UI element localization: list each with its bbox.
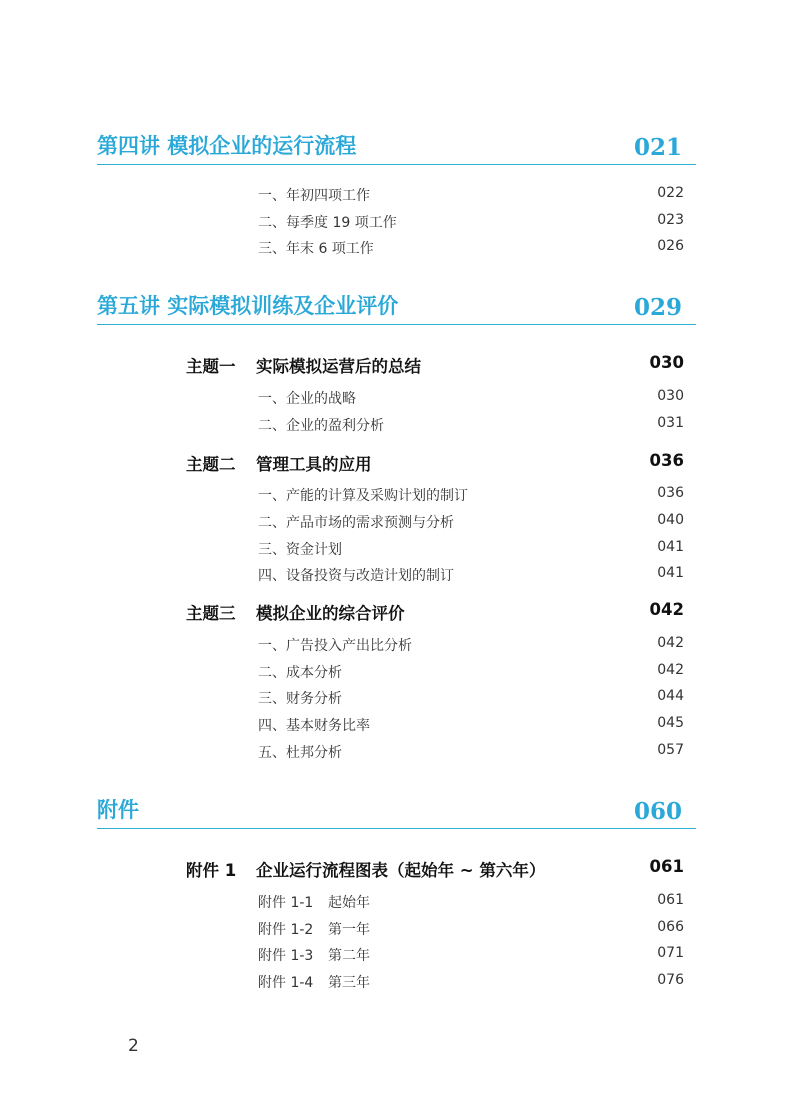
topic-page: 036 — [649, 451, 684, 470]
topic-heading[interactable] — [186, 599, 684, 625]
entry-page: 031 — [657, 415, 684, 431]
chapter-page: 021 — [633, 134, 682, 161]
toc-entry[interactable] — [258, 713, 684, 735]
entry-title: 第一年 — [328, 922, 370, 938]
toc-entry[interactable] — [258, 660, 684, 682]
entry-page: 044 — [657, 688, 684, 704]
entry-page: 030 — [657, 388, 684, 404]
chapter-heading[interactable] — [97, 128, 696, 165]
entry-page: 023 — [657, 212, 684, 228]
entry-page: 040 — [657, 512, 684, 528]
toc-entry[interactable] — [258, 510, 684, 532]
topic-title: 管理工具的应用 — [256, 455, 372, 474]
entry-label: 附件 1-3 — [258, 948, 314, 964]
entry-page: 045 — [657, 715, 684, 731]
entry-label: 附件 1-2 — [258, 922, 314, 938]
entry-title: 四、基本财务比率 — [258, 718, 370, 734]
chapter-title: 附件 — [97, 797, 139, 822]
entry-title: 起始年 — [328, 895, 370, 911]
entry-title: 一、年初四项工作 — [258, 188, 370, 204]
toc-entry[interactable] — [258, 943, 684, 965]
toc-entry[interactable] — [258, 917, 684, 939]
entry-page: 066 — [657, 919, 684, 935]
toc-entry[interactable] — [258, 563, 684, 585]
entry-page: 057 — [657, 742, 684, 758]
toc-entry[interactable] — [258, 483, 684, 505]
entry-title: 第二年 — [328, 948, 370, 964]
toc-entry[interactable] — [258, 740, 684, 762]
entry-title: 五、杜邦分析 — [258, 745, 342, 761]
toc-entry[interactable] — [258, 413, 684, 435]
entry-page: 042 — [657, 662, 684, 678]
toc-entry[interactable] — [258, 633, 684, 655]
toc-entry[interactable] — [258, 686, 684, 708]
entry-page: 036 — [657, 485, 684, 501]
chapter-page: 029 — [633, 294, 682, 321]
entry-title: 二、产品市场的需求预测与分析 — [258, 515, 454, 531]
entry-page: 042 — [657, 635, 684, 651]
topic-page: 061 — [649, 857, 684, 876]
entry-page: 041 — [657, 565, 684, 581]
entry-title: 二、企业的盈利分析 — [258, 418, 384, 434]
topic-label: 主题三 — [186, 604, 236, 623]
entry-title: 三、资金计划 — [258, 542, 342, 558]
toc-entry[interactable] — [258, 890, 684, 912]
topic-page: 042 — [649, 600, 684, 619]
entry-title: 二、成本分析 — [258, 665, 342, 681]
topic-title: 实际模拟运营后的总结 — [256, 357, 421, 376]
page-number: 2 — [128, 1036, 139, 1056]
topic-heading[interactable] — [186, 856, 684, 882]
topic-title: 企业运行流程图表（起始年 ~ 第六年） — [256, 861, 546, 880]
entry-title: 一、企业的战略 — [258, 391, 356, 407]
entry-title: 四、设备投资与改造计划的制订 — [258, 568, 454, 584]
entry-title: 三、财务分析 — [258, 691, 342, 707]
entry-page: 041 — [657, 539, 684, 555]
entry-label: 附件 1-1 — [258, 895, 314, 911]
topic-heading[interactable] — [186, 450, 684, 476]
entry-page: 022 — [657, 185, 684, 201]
entry-title: 一、产能的计算及采购计划的制订 — [258, 488, 468, 504]
topic-heading[interactable] — [186, 352, 684, 378]
entry-title: 三、年末 6 项工作 — [258, 241, 374, 257]
topic-title: 模拟企业的综合评价 — [256, 604, 405, 623]
toc-entry[interactable] — [258, 537, 684, 559]
topic-page: 030 — [649, 353, 684, 372]
chapter-heading[interactable] — [97, 288, 696, 325]
toc-entry[interactable] — [258, 386, 684, 408]
entry-title: 二、每季度 19 项工作 — [258, 215, 397, 231]
chapter-title: 第四讲 模拟企业的运行流程 — [97, 133, 357, 158]
entry-page: 026 — [657, 238, 684, 254]
toc-entry[interactable] — [258, 236, 684, 258]
entry-page: 071 — [657, 945, 684, 961]
topic-label: 主题二 — [186, 455, 236, 474]
toc-entry[interactable] — [258, 183, 684, 205]
chapter-heading[interactable] — [97, 792, 696, 829]
entry-page: 061 — [657, 892, 684, 908]
chapter-title: 第五讲 实际模拟训练及企业评价 — [97, 293, 399, 318]
toc-entry[interactable] — [258, 210, 684, 232]
chapter-page: 060 — [633, 798, 682, 825]
topic-label: 附件 1 — [186, 861, 237, 880]
toc-entry[interactable] — [258, 970, 684, 992]
topic-label: 主题一 — [186, 357, 236, 376]
entry-label: 附件 1-4 — [258, 975, 314, 991]
entry-title: 一、广告投入产出比分析 — [258, 638, 412, 654]
entry-title: 第三年 — [328, 975, 370, 991]
entry-page: 076 — [657, 972, 684, 988]
